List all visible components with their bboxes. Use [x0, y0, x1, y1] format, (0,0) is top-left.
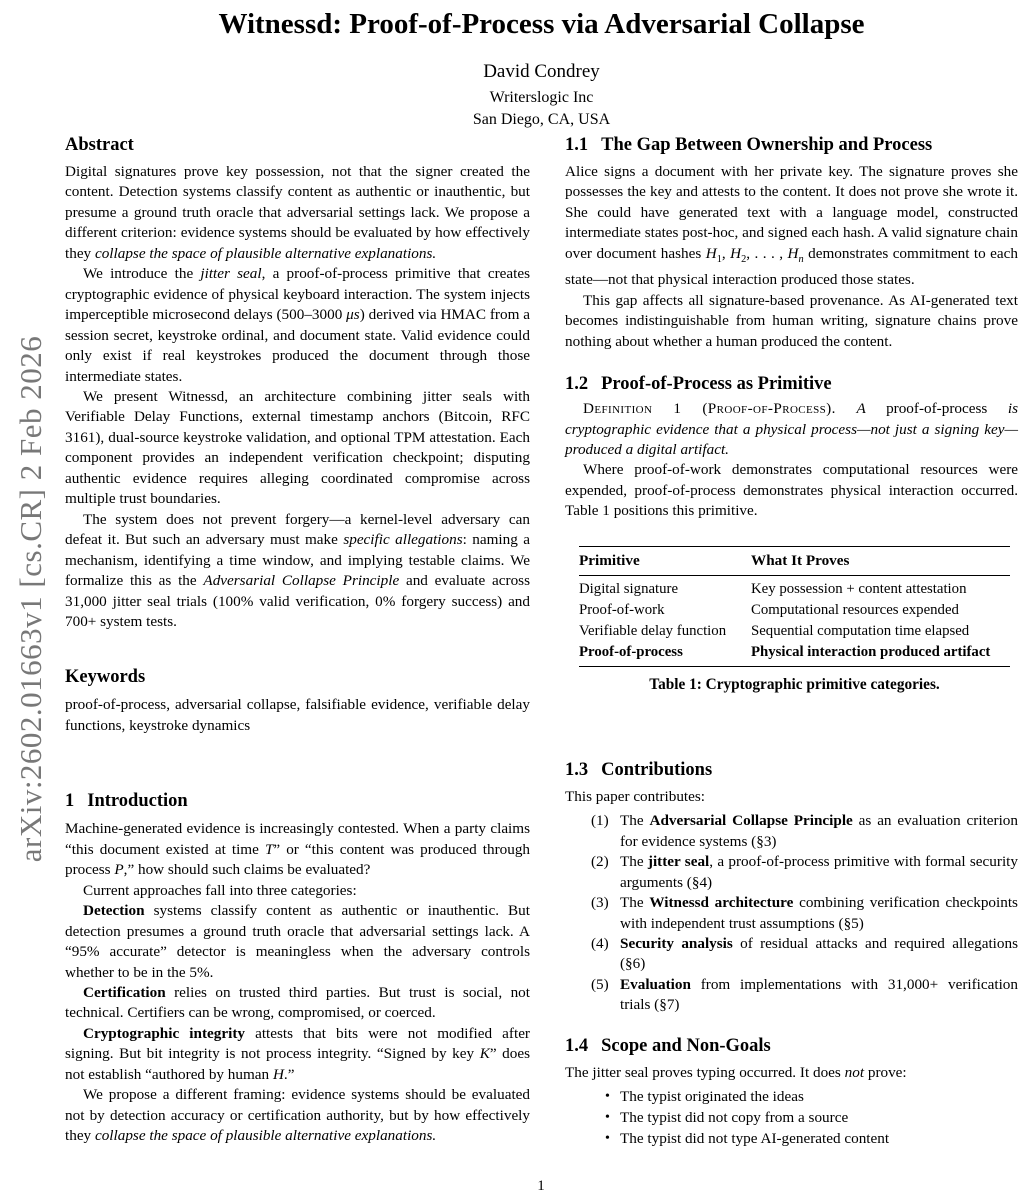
section-title: The Gap Between Ownership and Process: [601, 135, 933, 155]
contribution-item: [565, 811, 1018, 852]
keywords-section: [65, 667, 530, 736]
table-header-cell: Primitive: [579, 546, 751, 575]
table-cell: Proof-of-work: [579, 601, 665, 618]
table-cell: Proof-of-process: [579, 643, 683, 660]
item-number: (5): [591, 975, 609, 993]
intro-paragraph: Cryptographic integrity attests that bits were not modified after signing. But bit integrity is not process integrity. “Signed by key K” does not establish “authored by human H.”: [65, 1024, 530, 1083]
table-header-cell: What It Proves: [751, 546, 1010, 575]
arxiv-watermark: arXiv:2602.01663v1 [cs.CR] 2 Feb 2026: [13, 335, 48, 863]
abstract-paragraph: We introduce the jitter seal, a proof-of-process primitive that creates cryptographic evidence of physical keyboard interaction. The system injects imperceptible microsecond delays (500–3000 μs) derived via HMAC from a session secret, keystroke ordinal, and document state. Valid evidence could only exist if real keystrokes produced the document through those intermediate states.: [65, 265, 530, 385]
contribution-item: [565, 934, 1018, 975]
section-heading-1-1: [565, 135, 1018, 156]
section-heading-introduction: [65, 791, 530, 812]
scope-bullet: [565, 1108, 1018, 1129]
definition-1: Definition 1 (Proof-of-Process). A proof-of-process is cryptographic evidence that a physical process—not just a signing key—produced a digital artifact.: [565, 400, 1019, 459]
scope-bullet-list: [565, 1087, 1018, 1149]
right-column: [565, 133, 1018, 1150]
section-title: Proof-of-Process as Primitive: [601, 374, 832, 395]
section-number: 1: [65, 791, 75, 812]
table-1: [579, 546, 1010, 667]
contribution-item: [565, 893, 1018, 934]
table-cell: Verifiable delay function: [579, 622, 727, 639]
section-number: 1.2: [565, 374, 589, 395]
table-row: [579, 642, 1010, 667]
intro-paragraph: Detection systems classify content as authentic or inauthentic. But detection presumes a ground truth oracle that adversarial settings lack. A “95% accurate” detector is meaningless when the adversary controls whether to be in the 5%.: [65, 902, 530, 981]
table-cell: Digital signature: [579, 580, 679, 597]
table-cell: Key possession + content attestation: [751, 580, 967, 597]
item-number: (1): [591, 812, 609, 830]
intro-paragraph: Machine-generated evidence is increasingly contested. When a party claims “this document existed at time T” or “this content was produced through process P,” how should such claims be evaluated?: [65, 820, 531, 879]
keywords-heading: Keywords: [65, 667, 146, 688]
item-number: (3): [591, 894, 609, 912]
author-location: San Diego, CA, USA: [472, 111, 611, 128]
section-number: 1.4: [565, 1035, 589, 1056]
bullet-text: The typist originated the ideas: [620, 1088, 804, 1106]
item-text: The jitter seal, a proof-of-process primitive with formal security arguments (§4): [620, 853, 1018, 891]
contribution-item: [565, 852, 1018, 893]
two-column-body: [65, 133, 1018, 1150]
section-1-1-paragraph: Alice signs a document with her private key. The signature proves she possesses the key and attests to the content. It does not prove she wrote it. She could have generated text with a language model, constructed intermediate states post-hoc, and signed each hash. A valid signature chain over document hashes $H_1$, $H_2$, . . . , $H_n$ demonstrates commitment to each state—not that physical interaction produced those states.: [565, 163, 1018, 289]
abstract-paragraph: The system does not prevent forgery—a kernel-level adversary can defeat it. But such an adversary must make specific allegations: naming a mechanism, identifying a time window, and implying testable claims. We formalize this as the Adversarial Collapse Principle and evaluate across 31,000 jitter seal trials (100% valid verification, 0% forgery success) and 700+ system tests.: [65, 510, 530, 630]
item-text: The Adversarial Collapse Principle as an evaluation criterion for evidence systems (§3): [620, 812, 1018, 850]
intro-paragraph: Certification relies on trusted third parties. But trust is social, not technical. Certifiers can be wrong, compromised, or coerced.: [65, 983, 530, 1022]
bullet-text: The typist did not type AI-generated content: [620, 1129, 890, 1147]
section-title: Scope and Non-Goals: [601, 1035, 771, 1056]
table-cell: Sequential computation time elapsed: [751, 622, 970, 639]
contributions-lead: This paper contributes:: [565, 787, 706, 805]
section-number: 1.3: [565, 759, 589, 780]
contribution-item: [565, 975, 1018, 1016]
intro-paragraph: Current approaches fall into three categories:: [83, 881, 357, 899]
bullet-icon: •: [605, 1089, 610, 1105]
section-heading-1-2: [565, 374, 1018, 395]
bullet-icon: •: [605, 1110, 610, 1126]
table-1-wrapper: [565, 546, 1018, 694]
scope-bullet: [565, 1087, 1018, 1108]
table-row: [579, 600, 1010, 621]
item-number: (2): [591, 853, 609, 871]
abstract-heading: Abstract: [65, 135, 134, 155]
intro-paragraph: We propose a different framing: evidence systems should be evaluated not by detection accuracy or certification authority, but by how effectively they collapse the space of plausible alternative explanations.: [65, 1086, 530, 1145]
left-column: [65, 133, 530, 1150]
table-1-header: [579, 546, 1010, 575]
section-heading-1-4: [565, 1036, 1018, 1057]
paper-title: Witnessd: Proof-of-Process via Adversarial Collapse: [218, 8, 865, 40]
scope-bullet: [565, 1129, 1018, 1150]
author-affiliation-block: [65, 87, 1018, 131]
scope-lead: The jitter seal proves typing occurred. It does not prove:: [565, 1063, 907, 1081]
table-cell: Computational resources expended: [751, 601, 959, 618]
author-name: David Condrey: [483, 61, 600, 82]
section-number: 1.1: [565, 135, 589, 155]
author-affiliation: Writerslogic Inc: [489, 89, 594, 106]
paper-header: [65, 0, 1018, 131]
item-text: Security analysis of residual attacks and required allegations (§6): [620, 935, 1018, 973]
item-text: Evaluation from implementations with 31,000+ verification trials (§7): [620, 975, 1018, 1014]
abstract-paragraph: Digital signatures prove key possession, not that the signer created the content. Detection systems classify content as authentic or inauthentic, but presume a ground truth oracle that adversarial settings lack. We propose a different criterion: evidence systems should be evaluated by how effectively they collapse the space of plausible alternative explanations.: [65, 163, 530, 262]
table-1-caption: Table 1: Cryptographic primitive categories.: [649, 675, 940, 693]
item-text: The Witnessd architecture combining verification checkpoints with independent trust assumptions (§5): [620, 894, 1018, 932]
item-number: (4): [591, 935, 609, 952]
table-cell: Physical interaction produced artifact: [751, 643, 991, 660]
section-title: Introduction: [87, 791, 188, 812]
bullet-text: The typist did not copy from a source: [620, 1109, 849, 1127]
section-heading-1-3: [565, 760, 1018, 781]
section-title: Contributions: [601, 759, 713, 780]
contributions-list: [565, 811, 1018, 1016]
section-1-2-paragraph: Where proof-of-work demonstrates computational resources were expended, proof-of-process demonstrates physical interaction occurred. Table 1 positions this primitive.: [565, 461, 1018, 520]
bullet-icon: •: [605, 1130, 610, 1146]
page-number: 1: [537, 1178, 545, 1194]
keywords-text: proof-of-process, adversarial collapse, falsifiable evidence, verifiable delay functions, keystroke dynamics: [65, 696, 530, 734]
table-row: [579, 621, 1010, 642]
section-1-1-paragraph: This gap affects all signature-based provenance. As AI-generated text becomes indistinguishable from human writing, signature chains prove nothing about whether a human produced the content.: [565, 291, 1018, 350]
abstract-paragraph: We present Witnessd, an architecture combining jitter seals with Verifiable Delay Functions, external timestamp anchors (Bitcoin, RFC 3161), dual-source keystroke validation, and optional TPM attestation. Each component provides an independent verification checkpoint; disputing authentic evidence requires alleging coordinated compromise across multiple trust boundaries.: [65, 387, 530, 508]
table-row: [579, 575, 1010, 600]
